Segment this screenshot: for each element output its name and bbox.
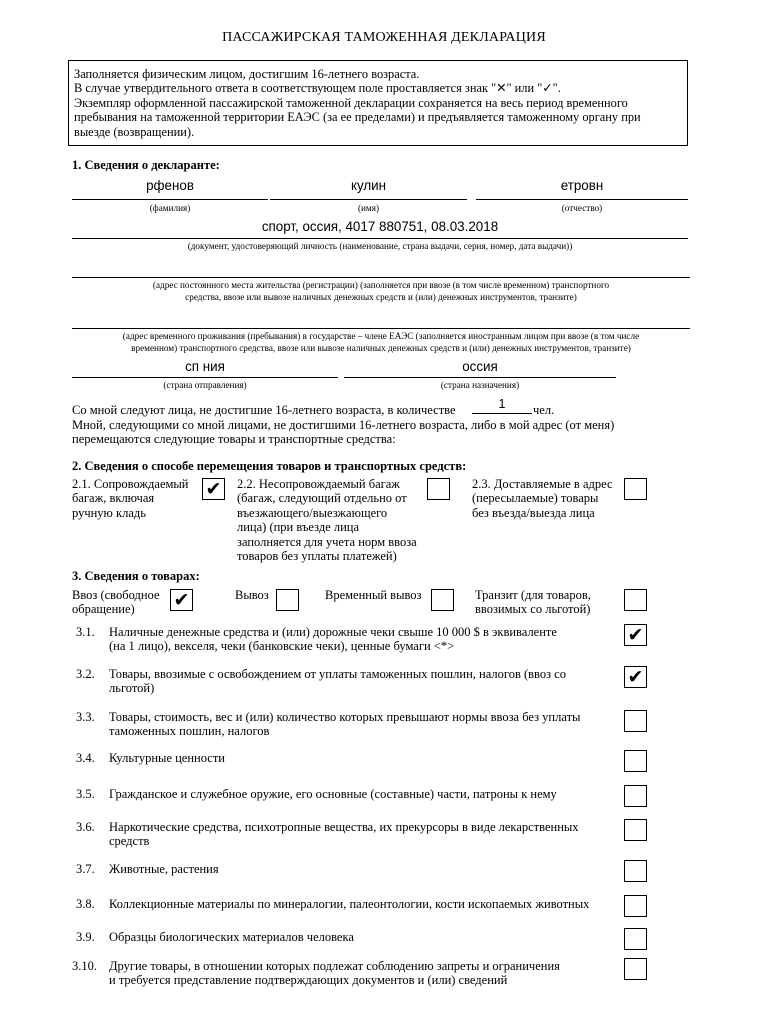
unaccompanied-baggage-checkbox[interactable] [427,478,450,500]
item-number: 3.5. [76,787,95,801]
item-number: 3.10. [72,959,97,973]
goods-item-label: Наркотические средства, психотропные вещества, их прекурсоры в виде лекарственных средств [109,820,579,849]
instruction-line: Заполняется физическим лицом, достигшим 16-летнего возраста. [74,67,420,81]
transport-option-accompanied-label: 2.1. Сопровождаемый багаж, включая ручную кладь [72,477,189,520]
temporary-address-caption: (адрес временного проживания (пребывания) в государстве – члене ЕАЭС (заполняется иностранным лицом при ввозе (в том числе временном) транспортного средства, ввозе или вывозе наличных денежных средств и (или) денежных инструментов, транзите) [122,331,640,353]
departure-country-field[interactable]: сп ния [185,359,225,374]
surname-caption: (фамилия) [149,203,191,213]
instruction-line: пребывания на таможенной территории ЕАЭС (за ее пределами) и предъявляется таможенному органу при [74,110,641,125]
mode-temporary-export-label: Временный вывоз [325,588,422,602]
goods-item-label: Коллекционные материалы по минералогии, палеонтологии, кости ископаемых животных [109,897,590,911]
goods-item-checkbox-narcotics[interactable] [624,819,647,841]
goods-item-label: Наличные денежные средства и (или) дорожные чеки свыше 10 000 $ в эквиваленте (на 1 лицо), векселя, чеки (банковские чеки), ценные бумаги <*> [109,625,557,654]
mode-export-checkbox[interactable] [276,589,299,611]
minors-unit: чел. [533,403,555,417]
checkmark-icon: ✔ [205,477,222,500]
permanent-address-caption: (адрес постоянного места жительства (регистрации) (заполняется при ввозе (в том числе временном) транспортного средства, ввозе или вывозе наличных денежных средств и (или) денежных инструментов, транзите) [152,280,610,302]
item-number: 3.9. [76,930,95,944]
surname-field[interactable]: рфенов [146,178,194,193]
mode-import-label: Ввоз (свободное обращение) [72,588,160,617]
item-number: 3.4. [76,751,95,765]
accompanied-baggage-checkbox[interactable] [202,478,225,500]
goods-item-checkbox-cash[interactable] [624,624,647,646]
goods-item-label: Другие товары, в отношении которых подлежат соблюдению запреты и ограничения и требуется представление подтверждающих документов и (или) сведений [109,959,560,988]
temporary-address-underline [72,328,690,329]
departure-country-underline [72,377,338,378]
checkmark-icon: ✔ [627,665,644,688]
minors-count-field[interactable]: 1 [498,397,506,411]
item-number: 3.8. [76,897,95,911]
mode-import-checkbox[interactable] [170,589,193,611]
page-title: ПАССАЖИРСКАЯ ТАМОЖЕННАЯ ДЕКЛАРАЦИЯ [222,30,546,45]
name-field[interactable]: кулин [350,178,387,193]
minors-count-underline [472,413,532,414]
permanent-address-underline [72,277,690,278]
destination-country-field[interactable]: оссия [462,359,498,374]
goods-item-label: Товары, ввозимые с освобождением от уплаты таможенных пошлин, налогов (ввоз со льготой) [109,667,566,696]
name-caption: (имя) [357,203,380,213]
mode-temporary-export-checkbox[interactable] [431,589,454,611]
instruction-line: Экземпляр оформленной пассажирской таможенной декларации сохраняется на весь период временного [74,95,628,110]
surname-underline [72,199,268,200]
instruction-line: выезде (возвращении). [74,124,195,139]
goods-item-checkbox-cultural[interactable] [624,750,647,772]
minors-label: Со мной следуют лица, не достигшие 16-летнего возраста, в количестве [72,403,456,417]
goods-item-checkbox-duty-free[interactable] [624,666,647,688]
item-number: 3.2. [76,667,95,681]
section-2-heading: 2. Сведения о способе перемещения товаров и транспортных средств: [72,459,467,473]
instruction-line: В случае утвердительного ответа в соответствующем поле проставляется знак "✕" или "✓". [74,81,561,96]
goods-item-label: Товары, стоимость, вес и (или) количество которых превышают нормы ввоза без уплаты таможенных пошлин, налогов [109,710,581,739]
goods-item-label: Образцы биологических материалов человека [109,930,354,944]
goods-item-label: Гражданское и служебное оружие, его основные (составные) части, патроны к нему [109,787,557,801]
goods-item-checkbox-animals[interactable] [624,860,647,882]
mode-transit-checkbox[interactable] [624,589,647,611]
goods-item-label: Культурные ценности [109,751,225,765]
departure-country-caption: (страна отправления) [163,380,247,390]
transport-option-delivered-label: 2.3. Доставляемые в адрес (пересылаемые) товары без въезда/выезда лица [472,477,613,520]
goods-item-checkbox-bio-samples[interactable] [624,928,647,950]
section-3-heading: 3. Сведения о товарах: [72,569,200,583]
goods-item-checkbox-over-limit[interactable] [624,710,647,732]
patronymic-underline [476,199,688,200]
item-number: 3.6. [76,820,95,834]
instructions-box [68,60,688,146]
transport-option-unaccompanied-label: 2.2. Несопровождаемый багаж (багаж, следующий отдельно от въезжающего/выезжающего лица) (при въезде лица заполняется для учета норм ввоза товаров без уплаты платежей) [237,477,417,564]
destination-country-caption: (страна назначения) [440,380,520,390]
goods-item-label: Животные, растения [109,862,219,876]
goods-item-checkbox-weapons[interactable] [624,785,647,807]
patronymic-caption: (отчество) [561,203,603,213]
identity-document-caption: (документ, удостоверяющий личность (наименование, страна выдачи, серия, номер, дата выдачи)) [187,241,573,251]
mode-export-label: Вывоз [235,588,269,602]
goods-item-checkbox-other[interactable] [624,958,647,980]
name-underline [270,199,467,200]
item-number: 3.1. [76,625,95,639]
checkmark-icon: ✔ [627,623,644,646]
goods-statement: Мной, следующими со мной лицами, не достигшими 16-летнего возраста, либо в мой адрес (от меня) перемещаются следующие товары и транспортные средства: [72,418,615,447]
item-number: 3.3. [76,710,95,724]
mode-transit-label: Транзит (для товаров, ввозимых со льготой) [475,588,591,617]
goods-item-checkbox-collections[interactable] [624,895,647,917]
delivered-goods-checkbox[interactable] [624,478,647,500]
section-1-heading: 1. Сведения о декларанте: [72,158,220,172]
patronymic-field[interactable]: етровн [560,178,604,193]
checkmark-icon: ✔ [173,588,190,611]
identity-document-field[interactable]: спорт, оссия, 4017 880751, 08.03.2018 [261,219,499,234]
identity-document-underline [72,238,688,239]
item-number: 3.7. [76,862,95,876]
destination-country-underline [344,377,616,378]
